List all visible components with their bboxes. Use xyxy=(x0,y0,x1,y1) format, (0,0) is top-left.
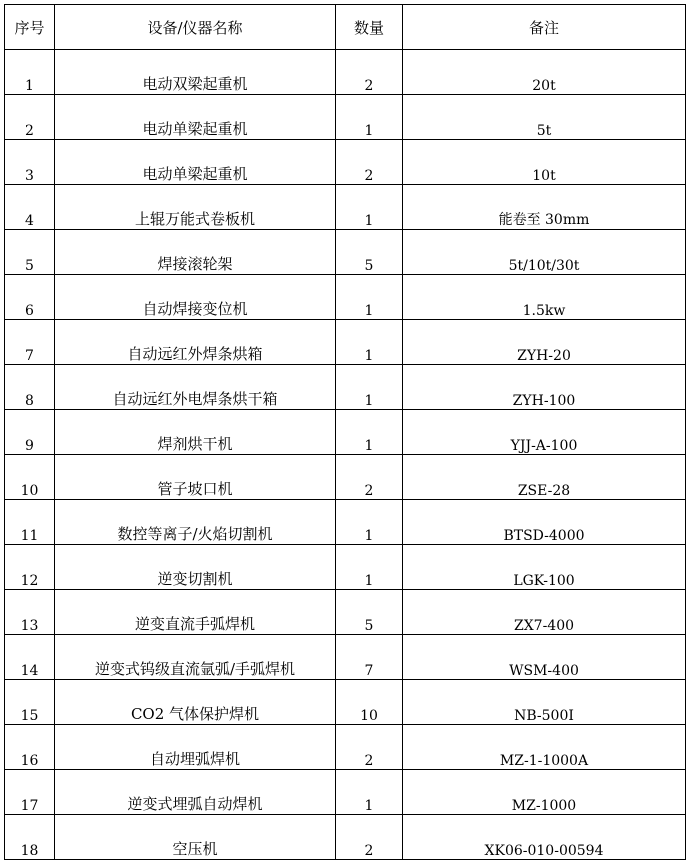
row-note: ZYH-20 xyxy=(403,320,686,365)
table-row xyxy=(5,320,686,365)
header-note: 备注 xyxy=(403,5,686,50)
row-name: 空压机 xyxy=(55,815,336,860)
row-qty: 1 xyxy=(336,545,403,590)
table-row xyxy=(5,365,686,410)
row-note: MZ-1000 xyxy=(403,770,686,815)
row-qty: 2 xyxy=(336,815,403,860)
equipment-table xyxy=(4,4,686,860)
row-note: 5t/10t/30t xyxy=(403,230,686,275)
table-row xyxy=(5,455,686,500)
row-qty: 2 xyxy=(336,725,403,770)
row-qty: 2 xyxy=(336,50,403,95)
row-name: 自动远红外焊条烘箱 xyxy=(55,320,336,365)
row-index: 7 xyxy=(5,320,55,365)
table-row xyxy=(5,545,686,590)
row-index: 2 xyxy=(5,95,55,140)
table-row xyxy=(5,140,686,185)
row-index: 10 xyxy=(5,455,55,500)
row-index: 9 xyxy=(5,410,55,455)
row-name: 电动双梁起重机 xyxy=(55,50,336,95)
row-name: 管子坡口机 xyxy=(55,455,336,500)
row-index: 3 xyxy=(5,140,55,185)
table-row xyxy=(5,95,686,140)
table-row xyxy=(5,725,686,770)
row-name: 自动埋弧焊机 xyxy=(55,725,336,770)
row-note: BTSD-4000 xyxy=(403,500,686,545)
row-qty: 2 xyxy=(336,140,403,185)
row-name: 逆变直流手弧焊机 xyxy=(55,590,336,635)
row-index: 17 xyxy=(5,770,55,815)
row-note: 能卷至 30mm xyxy=(403,185,686,230)
row-note: LGK-100 xyxy=(403,545,686,590)
row-name: 逆变切割机 xyxy=(55,545,336,590)
row-index: 12 xyxy=(5,545,55,590)
table-row xyxy=(5,275,686,320)
row-index: 15 xyxy=(5,680,55,725)
row-name: CO2 气体保护焊机 xyxy=(55,680,336,725)
row-note: ZX7-400 xyxy=(403,590,686,635)
row-qty: 5 xyxy=(336,230,403,275)
row-index: 11 xyxy=(5,500,55,545)
table-row xyxy=(5,410,686,455)
row-note: YJJ-A-100 xyxy=(403,410,686,455)
row-name: 电动单梁起重机 xyxy=(55,140,336,185)
row-index: 14 xyxy=(5,635,55,680)
row-note: 20t xyxy=(403,50,686,95)
table-row xyxy=(5,50,686,95)
row-name: 逆变式钨级直流氩弧/手弧焊机 xyxy=(55,635,336,680)
row-index: 18 xyxy=(5,815,55,860)
row-index: 6 xyxy=(5,275,55,320)
row-qty: 5 xyxy=(336,590,403,635)
row-name: 焊剂烘干机 xyxy=(55,410,336,455)
row-name: 自动远红外电焊条烘干箱 xyxy=(55,365,336,410)
table-row xyxy=(5,635,686,680)
table-row xyxy=(5,815,686,860)
row-note: 1.5kw xyxy=(403,275,686,320)
header-name: 设备/仪器名称 xyxy=(55,5,336,50)
table-row xyxy=(5,590,686,635)
header-index: 序号 xyxy=(5,5,55,50)
row-index: 4 xyxy=(5,185,55,230)
row-qty: 1 xyxy=(336,500,403,545)
row-index: 1 xyxy=(5,50,55,95)
row-index: 16 xyxy=(5,725,55,770)
row-name: 逆变式埋弧自动焊机 xyxy=(55,770,336,815)
table-row xyxy=(5,500,686,545)
row-qty: 1 xyxy=(336,410,403,455)
row-qty: 10 xyxy=(336,680,403,725)
row-note: ZSE-28 xyxy=(403,455,686,500)
table-row xyxy=(5,185,686,230)
row-name: 自动焊接变位机 xyxy=(55,275,336,320)
table-header-row xyxy=(5,5,686,50)
row-name: 上辊万能式卷板机 xyxy=(55,185,336,230)
row-index: 13 xyxy=(5,590,55,635)
table-row xyxy=(5,230,686,275)
row-note: NB-500I xyxy=(403,680,686,725)
row-qty: 1 xyxy=(336,365,403,410)
row-note: WSM-400 xyxy=(403,635,686,680)
row-qty: 7 xyxy=(336,635,403,680)
row-qty: 1 xyxy=(336,95,403,140)
row-name: 数控等离子/火焰切割机 xyxy=(55,500,336,545)
row-qty: 1 xyxy=(336,320,403,365)
row-index: 8 xyxy=(5,365,55,410)
row-name: 电动单梁起重机 xyxy=(55,95,336,140)
row-note: ZYH-100 xyxy=(403,365,686,410)
row-name: 焊接滚轮架 xyxy=(55,230,336,275)
row-note: MZ-1-1000A xyxy=(403,725,686,770)
row-qty: 2 xyxy=(336,455,403,500)
row-index: 5 xyxy=(5,230,55,275)
row-note: 5t xyxy=(403,95,686,140)
table-row xyxy=(5,680,686,725)
table-row xyxy=(5,770,686,815)
row-note: 10t xyxy=(403,140,686,185)
row-qty: 1 xyxy=(336,770,403,815)
header-qty: 数量 xyxy=(336,5,403,50)
row-qty: 1 xyxy=(336,185,403,230)
row-note: XK06-010-00594 xyxy=(403,815,686,860)
row-qty: 1 xyxy=(336,275,403,320)
